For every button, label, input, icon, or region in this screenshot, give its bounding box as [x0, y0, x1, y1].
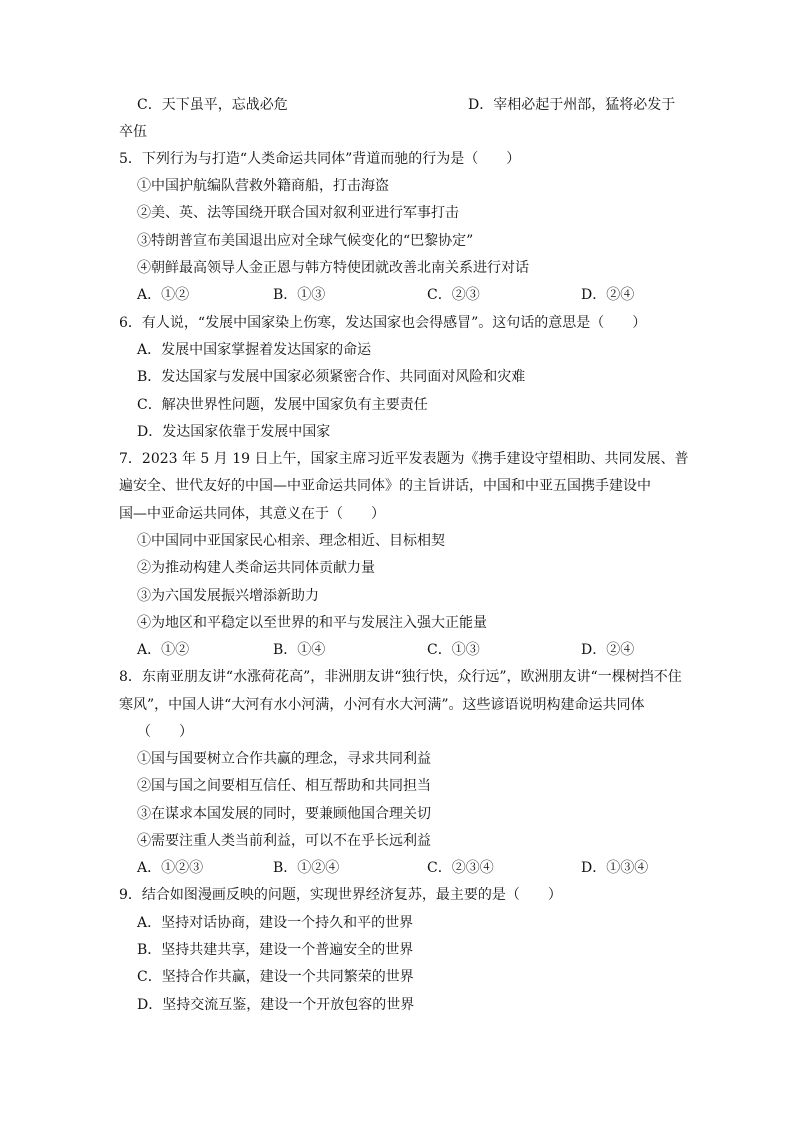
q6-option-d: D．发达国家依靠于发展中国家 [137, 424, 331, 440]
q7-item-2: ②为推动构建人类命运共同体贡献力量 [137, 560, 375, 576]
q7-option-d: D．②④ [581, 642, 635, 658]
q5-item-3: ③特朗普宣布美国退出应对全球气候变化的“巴黎协定” [137, 233, 474, 249]
q5-option-b: B．①③ [273, 287, 326, 303]
q8-stem-line-1: 8．东南亚朋友讲“水涨荷花高”，非洲朋友讲“独行快，众行远”，欧洲朋友讲“一棵树挡不住 [119, 669, 682, 685]
q4-option-d: D．宰相必起于州部，猛将必发于 [468, 97, 676, 113]
q5-item-4: ④朝鲜最高领导人金正恩与韩方特使团就改善北南关系进行对话 [137, 260, 529, 276]
q8-item-1: ①国与国要树立合作共赢的理念，寻求共同利益 [137, 751, 431, 767]
q6-option-a: A．发展中国家掌握着发达国家的命运 [137, 342, 372, 358]
q9-option-a: A．坚持对话协商，建设一个持久和平的世界 [137, 915, 414, 931]
q5-item-2: ②美、英、法等国绕开联合国对叙利亚进行军事打击 [137, 205, 459, 221]
q7-option-a: A．①② [137, 642, 190, 658]
q5-option-a: A．①② [137, 287, 190, 303]
q8-item-3: ③在谋求本国发展的同时，要兼顾他国合理关切 [137, 806, 431, 822]
q5-stem: 5．下列行为与打造“人类命运共同体”背道而驰的行为是（ ） [119, 151, 521, 167]
q8-option-c: C．②③④ [427, 860, 494, 876]
q9-option-b: B．坚持共建共享，建设一个普遍安全的世界 [137, 942, 414, 958]
q8-stem-line-2: 寒风”，中国人讲“大河有水小河满，小河有水大河满”。这些谚语说明构建命运共同体 [119, 697, 645, 713]
q6-option-b: B．发达国家与发展中国家必须紧密合作、共同面对风险和灾难 [137, 369, 526, 385]
q4-option-c: C．天下虽平，忘战必危 [137, 97, 288, 113]
q7-stem-line-1: 7．2023 年 5 月 19 日上午，国家主席习近平发表题为《携手建设守望相助、共同发展、普 [119, 451, 689, 467]
q5-item-1: ①中国护航编队营救外籍商船，打击海盗 [137, 178, 389, 194]
q7-stem-line-2: 遍安全、世代友好的中国—中亚命运共同体》的主旨讲话，中国和中亚五国携手建设中 [119, 478, 651, 494]
q8-item-4: ④需要注重人类当前利益，可以不在乎长远利益 [137, 833, 431, 849]
q5-option-c: C．②③ [427, 287, 480, 303]
q6-stem: 6．有人说，“发展中国家染上伤寒，发达国家也会得感冒”。这句话的意思是（ ） [119, 315, 647, 331]
q8-option-d: D．①③④ [581, 860, 649, 876]
q6-option-c: C．解决世界性问题，发展中国家负有主要责任 [137, 397, 428, 413]
q8-option-b: B．①②④ [273, 860, 340, 876]
q9-option-d: D．坚持交流互鉴，建设一个开放包容的世界 [137, 997, 415, 1013]
q9-option-c: C．坚持合作共赢，建设一个共同繁荣的世界 [137, 969, 414, 985]
q8-option-a: A．①②③ [137, 860, 204, 876]
q7-item-4: ④为地区和平稳定以至世界的和平与发展注入强大正能量 [137, 615, 487, 631]
q7-stem-line-3: 国—中亚命运共同体，其意义在于（ ） [119, 506, 385, 522]
q8-item-2: ②国与国之间要相互信任、相互帮助和共同担当 [137, 778, 431, 794]
q4-option-d-continued: 卒伍 [119, 124, 147, 140]
q8-stem-line-3: （ ） [137, 724, 193, 740]
q7-option-c: C．①③ [427, 642, 480, 658]
q7-option-b: B．①④ [273, 642, 326, 658]
q7-item-3: ③为六国发展振兴增添新助力 [137, 588, 319, 604]
q5-option-d: D．②④ [581, 287, 635, 303]
q7-item-1: ①中国同中亚国家民心相亲、理念相近、目标相契 [137, 533, 445, 549]
q9-stem: 9．结合如图漫画反映的问题，实现世界经济复苏，最主要的是（ ） [119, 887, 562, 903]
